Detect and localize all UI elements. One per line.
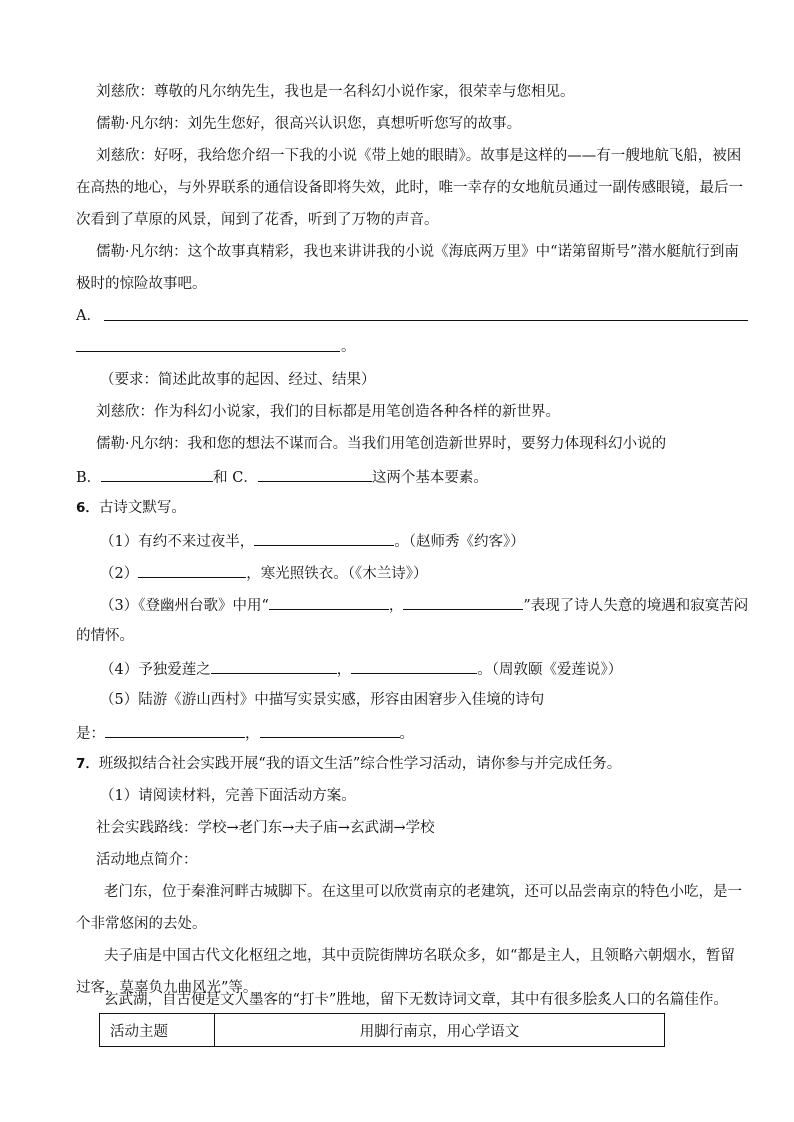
q7-sub-1: （1）请阅读材料，完善下面活动方案。 xyxy=(100,788,356,804)
dialogue-line-3b: 在高热的地心，与外界联系的通信设备即将失效，此时，唯一幸存的女地航员通过一副传感眼镜，最后一 xyxy=(76,180,743,196)
q6-item-3-tail: ”表现了诗人失意的境遇和寂寞苦闷 xyxy=(523,598,749,614)
q7-intro-title: 活动地点简介： xyxy=(96,852,198,868)
q6-item-4-comma: ， xyxy=(336,662,352,678)
answer-a-label: A． xyxy=(76,308,101,324)
q6-item-3-cont: 的情怀。 xyxy=(76,628,134,644)
requirement-note: （要求：简述此故事的起因、经过、结果） xyxy=(100,372,376,388)
dialogue-line-6: 儒勒·凡尔纳：我和您的想法不谋而合。当我们用笔创造新世界时，要努力体现科幻小说的 xyxy=(96,436,667,452)
q6-item-3 xyxy=(100,594,748,616)
dialogue-line-4b: 极时的惊险故事吧。 xyxy=(76,276,207,292)
q6-header xyxy=(76,498,186,518)
dialogue-line-5: 刘慈欣：作为科幻小说家，我们的目标都是用笔创造各种各样的新世界。 xyxy=(96,404,560,420)
q6-item-1-source: 。（赵师秀《约客》） xyxy=(394,534,525,550)
q6-item-4 xyxy=(100,658,622,680)
q7-para-2a: 夫子庙是中国古代文化枢纽之地，其中贡院街牌坊名联众多，如“都是主人，且领略六朝烟水，暂留 xyxy=(104,948,735,964)
answer-c-blank[interactable] xyxy=(258,466,372,482)
q6-item-3-blank-2[interactable] xyxy=(403,594,523,610)
activity-theme-label: 活动主题 xyxy=(100,1014,215,1047)
q6-item-1-blank[interactable] xyxy=(254,530,394,546)
q6-item-1-text: （1）有约不来过夜半， xyxy=(100,534,255,550)
q6-item-5: （5）陆游《游山西村》中描写实景实感，形容由困窘步入佳境的诗句 xyxy=(100,692,545,708)
q6-item-1 xyxy=(100,530,525,552)
dialogue-line-3c: 次看到了草原的风景，闻到了花香，听到了万物的声音。 xyxy=(76,212,439,228)
answer-a-end: 。 xyxy=(341,339,356,355)
q6-item-4-blank-1[interactable] xyxy=(211,658,337,674)
table-row xyxy=(100,1014,665,1047)
answer-a-blank-2[interactable] xyxy=(76,351,340,352)
q6-item-2-text: ，寒光照铁衣。（《木兰诗》） xyxy=(246,566,428,582)
q6-item-3-comma: ， xyxy=(388,598,404,614)
answer-b-row xyxy=(76,466,488,488)
q6-item-4-source: 。（周敦颐《爱莲说》） xyxy=(477,662,623,678)
activity-table xyxy=(99,1013,665,1047)
answer-bc-end: 这两个基本要素。 xyxy=(371,470,488,486)
q6-item-5-prefix: 是： xyxy=(76,726,105,742)
q7-title: 班级拟结合社会实践开展“我的语文生活”综合性学习活动，请你参与并完成任务。 xyxy=(98,756,622,772)
q7-para-3: 玄武湖，自古便是文人墨客的“打卡”胜地，留下无数诗词文章，其中有很多脍炙人口的名篇佳作。 xyxy=(104,992,728,1008)
dialogue-line-2: 儒勒·凡尔纳：刘先生您好，很高兴认识您，真想听听您写的故事。 xyxy=(96,116,522,132)
answer-b-label: B． xyxy=(76,470,102,486)
q6-item-3-blank-1[interactable] xyxy=(269,594,389,610)
q7-number: 7． xyxy=(76,756,99,772)
q6-item-5-answer xyxy=(76,722,414,744)
q6-title: 古诗文默写。 xyxy=(98,500,186,516)
q6-item-2-blank[interactable] xyxy=(138,562,246,578)
q7-route: 社会实践路线：学校→老门东→夫子庙→玄武湖→学校 xyxy=(96,820,435,836)
q6-item-5-end: 。 xyxy=(399,726,414,742)
q6-item-5-blank-1[interactable] xyxy=(105,722,245,738)
q6-item-2 xyxy=(100,562,427,584)
q6-item-5-blank-2[interactable] xyxy=(260,722,400,738)
q6-item-5-comma: ， xyxy=(245,726,260,742)
q7-para-1b: 个非常悠闲的去处。 xyxy=(76,916,207,932)
activity-theme-value: 用脚行南京，用心学语文 xyxy=(215,1014,665,1047)
q6-item-2-num: （2） xyxy=(100,566,139,582)
dialogue-line-4a: 儒勒·凡尔纳：这个故事真精彩，我也来讲讲我的小说《海底两万里》中“诺第留斯号”潜水艇航行到南 xyxy=(96,244,739,260)
q7-para-2b: 过客，莫辜负九曲风光”等。 xyxy=(76,980,258,996)
answer-a-blank-1[interactable] xyxy=(104,320,748,321)
q6-item-4-blank-2[interactable] xyxy=(351,658,477,674)
q6-number: 6． xyxy=(76,500,99,516)
q7-para-1a: 老门东，位于秦淮河畔古城脚下。在这里可以欣赏南京的老建筑，还可以品尝南京的特色小吃，是一 xyxy=(104,884,742,900)
q7-header xyxy=(76,754,621,774)
answer-c-label: 和 C． xyxy=(213,470,258,486)
dialogue-line-1: 刘慈欣：尊敬的凡尔纳先生，我也是一名科幻小说作家，很荣幸与您相见。 xyxy=(96,84,575,100)
dialogue-line-3a: 刘慈欣：好呀，我给您介绍一下我的小说《带上她的眼睛》。故事是这样的——有一艘地航飞船，被困 xyxy=(96,148,742,164)
q6-item-4-text: （4）予独爱莲之 xyxy=(100,662,211,678)
answer-b-blank[interactable] xyxy=(101,466,213,482)
q6-item-3-text: （3）《登幽州台歌》中用“ xyxy=(100,598,269,614)
